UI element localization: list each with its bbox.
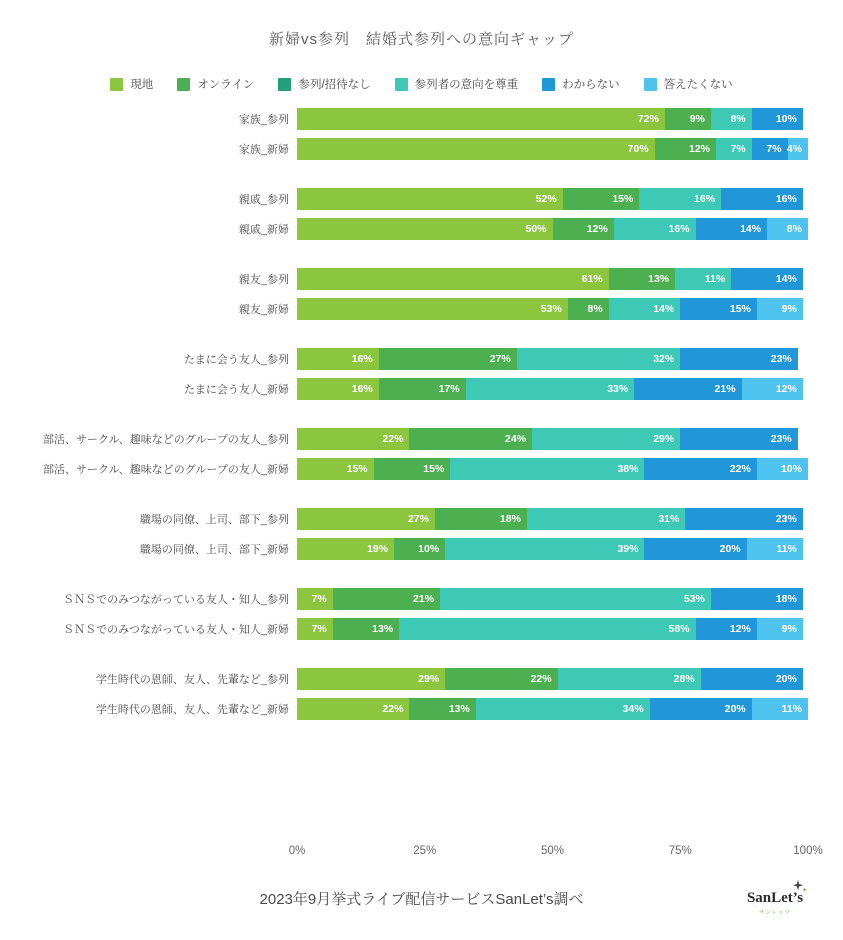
bar-row-label: 部活、サークル、趣味などのグループの友人_新婦 (42, 464, 289, 476)
bar-segment[interactable]: 58% (399, 618, 695, 640)
bar-segment[interactable]: 33% (466, 378, 635, 400)
bar-segment[interactable]: 70% (297, 138, 655, 160)
bar-row-label: 学生時代の恩師、友人、先輩など_新婦 (95, 704, 289, 716)
bar-row (0, 108, 843, 130)
bar-row-label: たまに会う友人_参列 (183, 354, 289, 366)
legend-swatch (177, 78, 190, 91)
bar-row (0, 698, 843, 720)
bar-segment[interactable]: 7% (297, 618, 333, 640)
x-axis-tick: 50% (540, 845, 565, 857)
bar-row (0, 348, 843, 370)
bar-segment[interactable]: 20% (650, 698, 752, 720)
legend-swatch (395, 78, 408, 91)
legend-label: 参列者の意向を尊重 (414, 79, 519, 91)
bar-row-label: 親戚_参列 (238, 194, 289, 206)
legend-swatch (278, 78, 291, 91)
bar-segment[interactable]: 24% (409, 428, 532, 450)
bar-segment[interactable]: 28% (558, 668, 701, 690)
bar-segment[interactable]: 14% (731, 268, 803, 290)
legend-item[interactable] (644, 76, 733, 92)
legend-label: 参列/招待なし (298, 79, 371, 91)
stacked-bar (297, 348, 808, 370)
bar-segment[interactable]: 72% (297, 108, 665, 130)
stacked-bar (297, 268, 808, 290)
bar-segment[interactable]: 9% (757, 618, 803, 640)
bar-row-label: 部活、サークル、趣味などのグループの友人_参列 (42, 434, 289, 446)
bar-segment[interactable]: 18% (435, 508, 527, 530)
bar-row (0, 268, 843, 290)
legend-item[interactable] (542, 76, 620, 92)
bar-row (0, 298, 843, 320)
bar-segment[interactable]: 12% (742, 378, 803, 400)
bar-segment[interactable]: 7% (716, 138, 752, 160)
bar-segment[interactable]: 16% (614, 218, 696, 240)
stacked-bar (297, 298, 808, 320)
bar-segment[interactable]: 15% (297, 458, 374, 480)
bar-segment[interactable]: 61% (297, 268, 609, 290)
bar-segment[interactable]: 8% (711, 108, 752, 130)
bar-row-label: 家族_新婦 (238, 144, 289, 156)
legend-item[interactable] (278, 76, 370, 92)
stacked-bar (297, 428, 808, 450)
bar-segment[interactable]: 17% (379, 378, 466, 400)
bar-row (0, 138, 843, 160)
stacked-bar (297, 108, 808, 130)
bar-segment[interactable]: 23% (685, 508, 803, 530)
bar-row (0, 218, 843, 240)
bar-row (0, 188, 843, 210)
bar-segment[interactable]: 9% (665, 108, 711, 130)
bar-segment[interactable]: 12% (655, 138, 716, 160)
bar-segment[interactable]: 4% (788, 138, 808, 160)
bar-row-label: ＳＮＳでのみつながっている友人・知人_参列 (63, 594, 289, 606)
legend-label: オンライン (197, 79, 255, 91)
bar-segment[interactable]: 53% (440, 588, 711, 610)
stacked-bar (297, 538, 808, 560)
bar-row (0, 458, 843, 480)
stacked-bar (297, 698, 808, 720)
bar-segment[interactable]: 16% (639, 188, 721, 210)
bar-segment[interactable]: 7% (752, 138, 788, 160)
legend-swatch (542, 78, 555, 91)
bar-segment[interactable]: 29% (532, 428, 680, 450)
bar-segment[interactable]: 11% (747, 538, 803, 560)
bar-segment[interactable]: 15% (563, 188, 640, 210)
stacked-bar-plot (0, 108, 843, 848)
bar-segment[interactable]: 8% (568, 298, 609, 320)
bar-segment[interactable]: 22% (297, 698, 409, 720)
stacked-bar (297, 378, 808, 400)
bar-segment[interactable]: 22% (445, 668, 557, 690)
bar-segment[interactable]: 11% (752, 698, 808, 720)
bar-segment[interactable]: 15% (680, 298, 757, 320)
stacked-bar (297, 588, 808, 610)
x-axis-tick: 75% (668, 845, 692, 857)
bar-segment[interactable]: 10% (757, 458, 808, 480)
bar-row (0, 378, 843, 400)
stacked-bar (297, 458, 808, 480)
bar-row (0, 508, 843, 530)
chart-legend (0, 76, 843, 92)
x-axis-tick: 25% (413, 845, 437, 857)
bar-segment[interactable]: 38% (450, 458, 644, 480)
stacked-bar (297, 138, 808, 160)
bar-segment[interactable]: 34% (476, 698, 650, 720)
bar-segment[interactable]: 11% (675, 268, 731, 290)
bar-segment[interactable]: 10% (394, 538, 445, 560)
bar-segment[interactable]: 18% (711, 588, 803, 610)
stacked-bar (297, 618, 808, 640)
bar-segment[interactable]: 19% (297, 538, 394, 560)
bar-segment[interactable]: 53% (297, 298, 568, 320)
bar-row-label: 学生時代の恩師、友人、先輩など_参列 (95, 674, 289, 686)
brand-name: SanLet’s (746, 890, 804, 906)
bar-segment[interactable]: 50% (297, 218, 553, 240)
bar-segment[interactable]: 9% (757, 298, 803, 320)
bar-row-label: ＳＮＳでのみつながっている友人・知人_新婦 (63, 624, 289, 636)
bar-segment[interactable]: 20% (701, 668, 803, 690)
bar-row (0, 668, 843, 690)
bar-segment[interactable]: 10% (752, 108, 803, 130)
bar-row (0, 428, 843, 450)
legend-label: 現地 (130, 79, 154, 91)
bar-row-label: 親友_新婦 (238, 304, 289, 316)
footer-caption: 2023年9月挙式ライブ配信サービスSanLet’s調べ (259, 891, 584, 908)
bar-segment[interactable]: 12% (696, 618, 757, 640)
bar-segment[interactable]: 16% (297, 348, 379, 370)
bar-segment[interactable]: 32% (517, 348, 681, 370)
bar-segment[interactable]: 13% (333, 618, 399, 640)
bar-row-label: 職場の同僚、上司、部下_参列 (139, 514, 289, 526)
legend-item[interactable] (177, 76, 254, 92)
bar-segment[interactable]: 12% (553, 218, 614, 240)
legend-label: わからない (562, 79, 620, 91)
bar-segment[interactable]: 21% (333, 588, 440, 610)
bar-segment[interactable]: 14% (609, 298, 681, 320)
bar-segment[interactable]: 13% (609, 268, 675, 290)
bar-segment[interactable]: 39% (445, 538, 644, 560)
bar-row (0, 538, 843, 560)
stacked-bar (297, 508, 808, 530)
stacked-bar (297, 218, 808, 240)
bar-segment[interactable]: 23% (680, 428, 798, 450)
bar-segment[interactable]: 52% (297, 188, 563, 210)
bar-row-label: 親戚_新婦 (238, 224, 289, 236)
bar-segment[interactable]: 7% (297, 588, 333, 610)
bar-segment[interactable]: 27% (297, 508, 435, 530)
stacked-bar (297, 188, 808, 210)
bar-row (0, 618, 843, 640)
x-axis-tick: 100% (793, 845, 823, 857)
x-axis-tick: 0% (288, 845, 306, 857)
legend-item[interactable] (395, 76, 519, 92)
bar-segment[interactable]: 16% (297, 378, 379, 400)
bar-segment[interactable]: 20% (644, 538, 746, 560)
bar-row-label: 親友_参列 (238, 274, 289, 286)
bar-segment[interactable]: 23% (680, 348, 798, 370)
legend-swatch (110, 78, 123, 91)
legend-item[interactable] (110, 76, 153, 92)
bar-segment[interactable]: 22% (297, 428, 409, 450)
bar-row-label: 職場の同僚、上司、部下_新婦 (139, 544, 289, 556)
brand-logo (735, 890, 815, 916)
bar-segment[interactable]: 21% (634, 378, 741, 400)
bar-segment[interactable]: 15% (374, 458, 451, 480)
bar-segment[interactable]: 27% (379, 348, 517, 370)
brand-tagline: サンレッツ (758, 910, 792, 916)
bar-segment[interactable]: 14% (696, 218, 768, 240)
x-axis (288, 845, 823, 863)
bar-segment[interactable]: 22% (644, 458, 756, 480)
stacked-bar (297, 668, 808, 690)
page-title: 新婦vs参列 結婚式参列への意向ギャップ (268, 31, 574, 48)
bar-segment[interactable]: 29% (297, 668, 445, 690)
bar-segment[interactable]: 13% (409, 698, 475, 720)
legend-swatch (644, 78, 657, 91)
legend-label: 答えたくない (663, 79, 733, 91)
bar-row-label: たまに会う友人_新婦 (183, 384, 289, 396)
bar-segment[interactable]: 16% (721, 188, 803, 210)
sparkle-icon (787, 878, 809, 896)
bar-row (0, 588, 843, 610)
bar-segment[interactable]: 31% (527, 508, 685, 530)
bar-row-label: 家族_参列 (238, 114, 289, 126)
bar-segment[interactable]: 8% (767, 218, 808, 240)
